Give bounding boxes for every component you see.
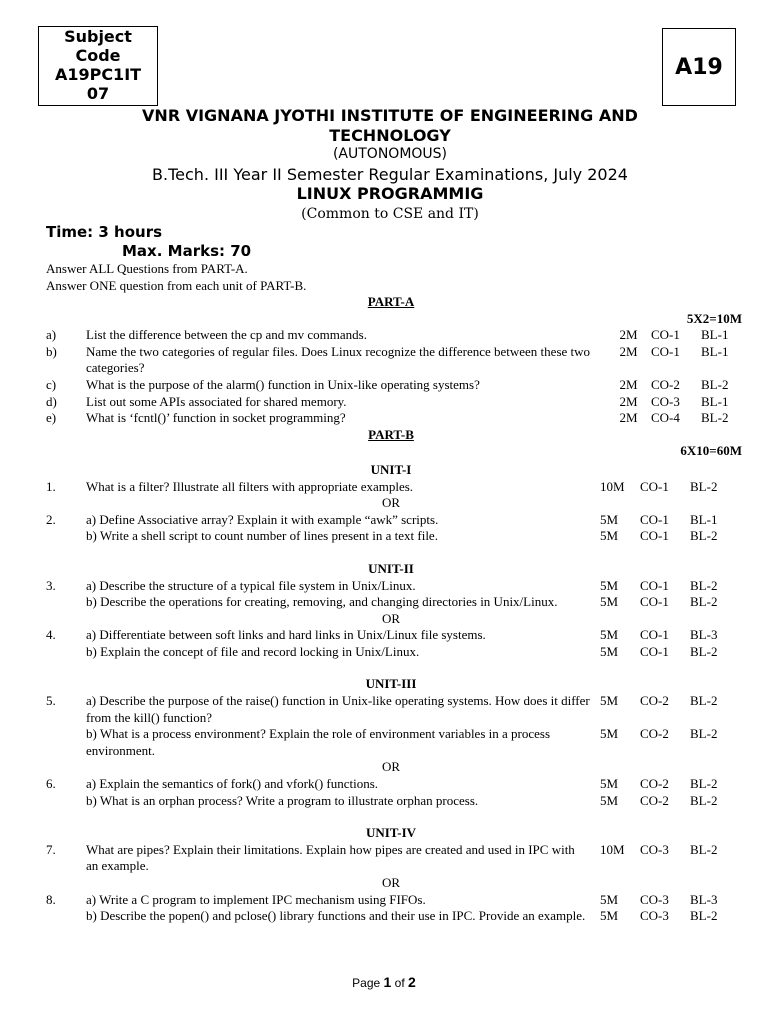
question-co: CO-1 <box>640 528 669 544</box>
question-text: b) Explain the concept of file and record locking in Unix/Linux. <box>86 643 420 659</box>
question-paper-body <box>46 294 746 925</box>
institute-name-line-1: VNR VIGNANA JYOTHI INSTITUTE OF ENGINEERING AND <box>142 106 638 125</box>
page-footer <box>0 974 768 990</box>
institute-name <box>100 106 680 146</box>
question-marks: 5M <box>600 908 619 924</box>
question-number: 4. <box>46 627 56 643</box>
question-row <box>46 410 746 427</box>
question-marks: 5M <box>600 643 619 659</box>
question-row <box>46 644 746 661</box>
subject-code-value-1: A19PC1IT <box>54 65 142 84</box>
exam-time: Time: 3 hours <box>46 223 163 241</box>
question-bl: BL-2 <box>690 792 718 808</box>
question-co: CO-1 <box>640 627 669 643</box>
max-marks: Max. Marks: 70 <box>122 242 252 260</box>
question-co: CO-2 <box>640 792 669 808</box>
question-bl: BL-2 <box>690 726 718 742</box>
question-number: 6. <box>46 776 56 792</box>
question-bl: BL-2 <box>690 577 718 593</box>
question-number: 8. <box>46 891 56 907</box>
page-number: 1 <box>383 974 392 990</box>
question-row <box>46 892 746 909</box>
unit-4-title: UNIT-IV <box>365 825 417 841</box>
question-bl: BL-3 <box>690 891 718 907</box>
question-marks: 2M <box>619 376 638 392</box>
question-row <box>46 327 746 344</box>
question-co: CO-1 <box>651 343 680 359</box>
question-co: CO-2 <box>640 726 669 742</box>
question-marks: 2M <box>619 327 638 343</box>
question-text: a) Write a C program to implement IPC mechanism using FIFOs. <box>86 891 426 907</box>
question-bl: BL-2 <box>701 376 729 392</box>
question-marks: 5M <box>600 891 619 907</box>
question-marks: 5M <box>600 627 619 643</box>
question-marks: 10M <box>600 841 625 857</box>
regulation-box <box>662 28 736 106</box>
question-row <box>46 528 746 545</box>
question-text: a) Differentiate between soft links and hard links in Unix/Linux file systems. <box>86 627 486 643</box>
question-row <box>46 394 746 411</box>
or-separator: OR <box>381 875 401 890</box>
question-text: b) What is an orphan process? Write a program to illustrate orphan process. <box>86 792 479 808</box>
question-co: CO-3 <box>651 393 680 409</box>
question-text: a) Explain the semantics of fork() and vfork() functions. <box>86 776 379 792</box>
or-separator: OR <box>381 759 401 775</box>
question-bl: BL-2 <box>690 693 718 709</box>
question-number: 1. <box>46 478 56 494</box>
subject-code-label-2: Code <box>75 46 121 65</box>
question-row <box>46 479 746 496</box>
instruction-part-b: Answer ONE question from each unit of PART-B. <box>46 278 307 293</box>
question-number: 3. <box>46 577 56 593</box>
question-text: a) Define Associative array? Explain it with example “awk” scripts. <box>86 511 439 527</box>
page-total: 2 <box>408 974 416 990</box>
question-text: List out some APIs associated for shared memory. <box>86 393 347 409</box>
common-branches: (Common to CSE and IT) <box>301 206 479 222</box>
question-text: b) Describe the operations for creating, removing, and changing directories in Unix/Linux. <box>86 594 558 610</box>
question-bl: BL-1 <box>690 511 718 527</box>
question-co: CO-2 <box>640 776 669 792</box>
question-marks: 5M <box>600 577 619 593</box>
question-row <box>46 842 746 875</box>
subject-title: LINUX PROGRAMMIG <box>296 184 484 203</box>
question-co: CO-3 <box>640 841 669 857</box>
instruction-part-a: Answer ALL Questions from PART-A. <box>46 261 248 276</box>
question-bl: BL-2 <box>690 776 718 792</box>
part-a-title: PART-A <box>367 294 415 309</box>
question-text: Name the two categories of regular files. Does Linux recognize the difference between these two categories? <box>86 343 591 376</box>
question-marks: 2M <box>619 343 638 359</box>
unit-2-title: UNIT-II <box>368 560 414 576</box>
question-bl: BL-1 <box>701 327 729 343</box>
question-co: CO-1 <box>640 577 669 593</box>
question-co: CO-1 <box>640 511 669 527</box>
question-marks: 10M <box>600 478 625 494</box>
question-text: b) What is a process environment? Explain the role of environment variables in a process environment. <box>86 726 551 758</box>
question-row <box>46 377 746 394</box>
question-co: CO-4 <box>651 410 680 426</box>
subject-code-label-1: Subject <box>64 27 132 46</box>
question-text: a) Describe the purpose of the raise() function in Unix-like operating systems. How does it differ from the kill() function? <box>86 693 590 725</box>
of-word: of <box>394 976 405 990</box>
exam-title: B.Tech. III Year II Semester Regular Examinations, July 2024 <box>152 165 628 184</box>
subject-code-box <box>38 26 158 106</box>
part-b-title: PART-B <box>368 426 414 442</box>
question-text: What is the purpose of the alarm() function in Unix-like operating systems? <box>86 376 480 392</box>
question-number: e) <box>46 410 57 426</box>
or-separator: OR <box>381 610 401 626</box>
question-co: CO-1 <box>651 327 680 343</box>
question-bl: BL-2 <box>690 594 718 610</box>
question-text: What is ‘fcntl()’ function in socket programming? <box>86 410 346 426</box>
question-marks: 5M <box>600 726 619 742</box>
question-row <box>46 578 746 595</box>
question-marks: 5M <box>600 528 619 544</box>
question-row <box>46 726 746 759</box>
question-row <box>46 627 746 644</box>
question-co: CO-3 <box>640 908 669 924</box>
part-a-questions <box>46 327 746 427</box>
question-bl: BL-1 <box>701 343 729 359</box>
part-b-marks: 6X10=60M <box>680 443 742 459</box>
question-text: List the difference between the cp and mv commands. <box>86 327 367 343</box>
question-number: a) <box>46 327 57 343</box>
question-number: 2. <box>46 511 56 527</box>
question-marks: 5M <box>600 776 619 792</box>
question-row <box>46 594 746 611</box>
question-text: b) Describe the popen() and pclose() library functions and their use in IPC. Provide an example. <box>86 908 586 924</box>
question-bl: BL-2 <box>690 841 718 857</box>
question-bl: BL-2 <box>690 478 718 494</box>
question-row <box>46 776 746 793</box>
question-bl: BL-2 <box>701 410 729 426</box>
unit-3-title: UNIT-III <box>365 676 417 692</box>
question-text: a) Describe the structure of a typical file system in Unix/Linux. <box>86 577 416 593</box>
question-co: CO-2 <box>640 693 669 709</box>
regulation-code: A19 <box>675 54 723 80</box>
question-text: What are pipes? Explain their limitations. Explain how pipes are created and used in IPC with an example. <box>86 841 575 874</box>
question-text: b) Write a shell script to count number of lines present in a text file. <box>86 528 438 544</box>
question-co: CO-1 <box>640 594 669 610</box>
question-co: CO-3 <box>640 891 669 907</box>
question-number: c) <box>46 376 57 392</box>
autonomous-label: (AUTONOMOUS) <box>332 146 448 162</box>
question-text: What is a filter? Illustrate all filters with appropriate examples. <box>86 478 414 494</box>
question-co: CO-1 <box>640 478 669 494</box>
question-number: 5. <box>46 693 56 709</box>
or-separator: OR <box>381 495 401 511</box>
unit-1-title: UNIT-I <box>370 461 412 477</box>
question-marks: 5M <box>600 792 619 808</box>
question-marks: 2M <box>619 410 638 426</box>
part-b-questions <box>46 462 746 925</box>
question-row <box>46 512 746 529</box>
question-marks: 5M <box>600 594 619 610</box>
question-row <box>46 793 746 810</box>
subject-code-value-2: 07 <box>86 84 110 103</box>
question-marks: 5M <box>600 511 619 527</box>
institute-name-line-2: TECHNOLOGY <box>329 126 451 145</box>
question-co: CO-1 <box>640 643 669 659</box>
question-row <box>46 344 746 377</box>
question-co: CO-2 <box>651 376 680 392</box>
question-bl: BL-2 <box>690 528 718 544</box>
question-number: d) <box>46 393 57 409</box>
question-row <box>46 693 746 726</box>
question-bl: BL-1 <box>701 393 729 409</box>
question-marks: 5M <box>600 693 619 709</box>
question-number: 7. <box>46 841 56 857</box>
question-number: b) <box>46 343 57 359</box>
part-a-marks: 5X2=10M <box>686 310 742 326</box>
question-marks: 2M <box>619 393 638 409</box>
question-bl: BL-3 <box>690 627 718 643</box>
question-bl: BL-2 <box>690 643 718 659</box>
page-word: Page <box>352 976 381 990</box>
question-row <box>46 908 746 925</box>
question-bl: BL-2 <box>690 908 718 924</box>
